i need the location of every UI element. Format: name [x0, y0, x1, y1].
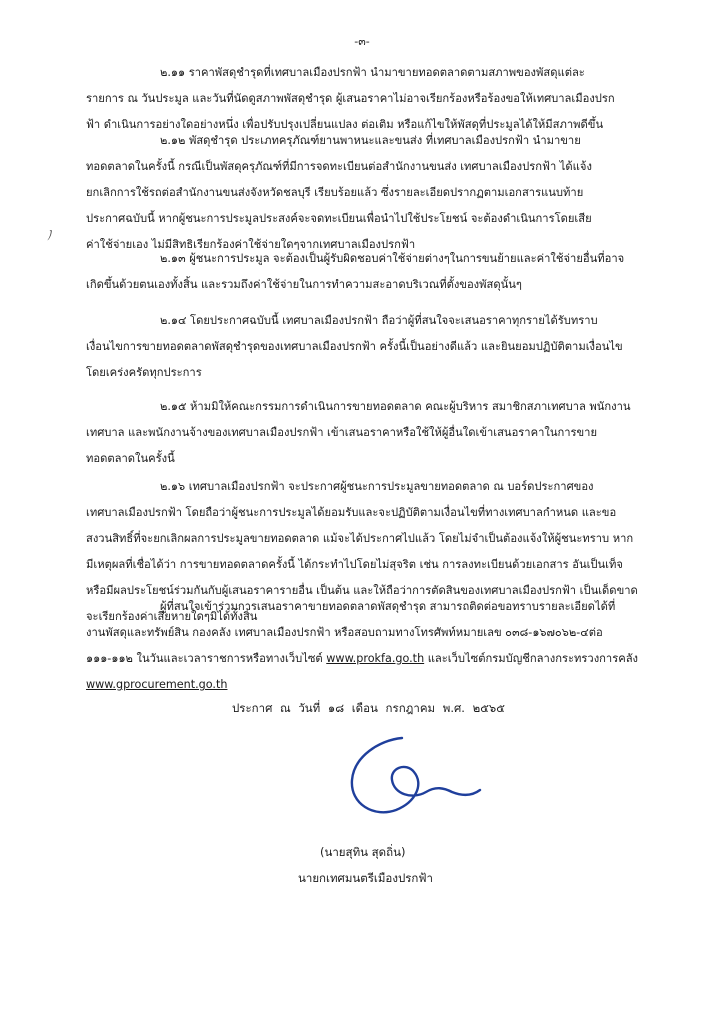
clause-2-15 — [86, 394, 674, 472]
clause-line: ๒.๑๓ ผู้ชนะการประมูล จะต้องเป็นผู้รับผิดชอบค่าใช้จ่ายต่างๆในการขนย้ายและค่าใช้จ่ายอื่นที่อาจ — [160, 252, 625, 265]
contact-line: งานพัสดุและทรัพย์สิน กองคลัง เทศบาลเมืองปรกฟ้า หรือสอบถามทางโทรศัพท์หมายเลข ๐๓๘-๑๖๗๐๖๒-๔ต่อ — [86, 626, 603, 639]
clause-line: ค่าใช้จ่ายเอง ไม่มีสิทธิเรียกร้องค่าใช้จ่ายใดๆจากเทศบาลเมืองปรกฟ้า — [86, 238, 416, 251]
clause-2-11 — [86, 60, 674, 138]
clause-2-14 — [86, 308, 674, 386]
signature-image — [340, 728, 490, 828]
margin-pen-mark: ノ — [42, 226, 59, 244]
clause-line: มีเหตุผลที่เชื่อได้ว่า การขายทอดตลาดครั้งนี้ ได้กระทำไปโดยไม่สุจริต เช่น การลงทะเบียนด้วยเอกสาร อันเป็นเท็จ — [86, 558, 623, 571]
prokfa-website-link[interactable]: www.prokfa.go.th — [326, 652, 425, 665]
contact-text: และเว็บไซต์กรมบัญชีกลางกระทรวงการคลัง — [424, 652, 639, 665]
contact-paragraph — [86, 594, 674, 698]
clause-line: ๒.๑๖ เทศบาลเมืองปรกฟ้า จะประกาศผู้ชนะการประมูลขายทอดตลาด ณ บอร์ดประกาศของ — [160, 480, 594, 493]
clause-line: เงื่อนไขการขายทอดตลาดพัสดุชำรุดของเทศบาลเมืองปรกฟ้า ครั้งนี้เป็นอย่างดีแล้ว และยินยอมปฏิบัติตามเงื่อนไข — [86, 340, 623, 353]
announce-date: ประกาศ ณ วันที่ ๑๘ เดือน กรกฎาคม พ.ศ. ๒๕๖๕ — [232, 701, 505, 715]
clause-2-12 — [86, 128, 674, 258]
clause-line: ๒.๑๕ ห้ามมิให้คณะกรรมการดำเนินการขายทอดตลาด คณะผู้บริหาร สมาชิกสภาเทศบาล พนักงาน — [160, 400, 631, 413]
clause-line: ทอดตลาดในครั้งนี้ — [86, 452, 175, 465]
contact-line-4 — [86, 672, 674, 698]
clause-2-13 — [86, 246, 674, 298]
contact-line: ผู้ที่สนใจเข้าร่วมการเสนอราคาขายทอดตลาดพัสดุชำรุด สามารถติดต่อขอทราบรายละเอียดได้ที่ — [160, 600, 616, 613]
signer-title: นายกเทศมนตรีเมืองปรกฟ้า — [298, 871, 433, 885]
clause-line: ฟ้า ดำเนินการอย่างใดอย่างหนึ่ง เพื่อปรับปรุงเปลี่ยนแปลง ต่อเติม หรือแก้ไขให้พัสดุที่ประมูลได้ให้มีสภาพดีขึ้น — [86, 118, 604, 131]
clause-line: โดยเคร่งครัดทุกประการ — [86, 366, 202, 379]
clause-line: เทศบาล และพนักงานจ้างของเทศบาลเมืองปรกฟ้า เข้าเสนอราคาหรือใช้ให้ผู้อื่นใดเข้าเสนอราคาในการขาย — [86, 426, 598, 439]
clause-line: ๒.๑๒ พัสดุชำรุด ประเภทครุภัณฑ์ยานพาหนะและขนส่ง ที่เทศบาลเมืองปรกฟ้า นำมาขาย — [160, 134, 581, 147]
clause-line: ๒.๑๔ โดยประกาศฉบับนี้ เทศบาลเมืองปรกฟ้า ถือว่าผู้ที่สนใจจะเสนอราคาทุกรายได้รับทราบ — [160, 314, 598, 327]
clause-line: ๒.๑๑ ราคาพัสดุชำรุดที่เทศบาลเมืองปรกฟ้า นำมาขายทอดตลาดตามสภาพของพัสดุแต่ละ — [160, 66, 585, 79]
gprocurement-website-link[interactable]: www.gprocurement.go.th — [86, 678, 228, 691]
clause-line: ประกาศฉบับนี้ หากผู้ชนะการประมูลประสงค์จะจดทะเบียนเพื่อนำไปใช้ประโยชน์ จะต้องดำเนินการโดยเสีย — [86, 212, 592, 225]
signer-name: (นายสุทิน สุดถิ่น) — [320, 845, 406, 859]
clause-line: หรือมีผลประโยชน์ร่วมกันกับผู้เสนอราคารายอื่น เป็นต้น และให้ถือว่าการตัดสินของเทศบาลเมืองปรกฟ้า เป็นเด็ดขาด — [86, 584, 638, 597]
contact-text: ๑๑๑-๑๑๒ ในวันและเวลาราชการหรือทางเว็บไซต์ — [86, 652, 327, 665]
clause-line: ทอดตลาดในครั้งนี้ กรณีเป็นพัสดุครุภัณฑ์ที่มีการจดทะเบียนต่อสำนักงานขนส่ง เทศบาลเมืองปรกฟ้า ได้แจ้ง — [86, 160, 592, 173]
clause-line: เกิดขึ้นด้วยตนเองทั้งสิ้น และรวมถึงค่าใช้จ่ายในการทำความสะอาดบริเวณที่ตั้งของพัสดุนั้นๆ — [86, 278, 522, 291]
clause-line: จะเรียกร้องค่าเสียหายใดๆมิได้ทั้งสิ้น — [86, 610, 258, 623]
clause-line: ยกเลิกการใช้รถต่อสำนักงานขนส่งจังหวัดชลบุรี เรียบร้อยแล้ว ซึ่งรายละเอียดปรากฏตามเอกสารแนบท้าย — [86, 186, 584, 199]
clause-line: รายการ ณ วันประมูล และวันที่นัดดูสภาพพัสดุชำรุด ผู้เสนอราคาไม่อาจเรียกร้องหรือร้องขอให้เทศบาลเมืองปรก — [86, 92, 615, 105]
clause-line: สงวนสิทธิ์ที่จะยกเลิกผลการประมูลขายทอดตลาด แม้จะได้ประกาศไปแล้ว โดยไม่จำเป็นต้องแจ้งให้ผู้ชนะทราบ หาก — [86, 532, 634, 545]
page-number: -๓- — [354, 35, 370, 48]
clause-line: เทศบาลเมืองปรกฟ้า โดยถือว่าผู้ชนะการประมูลได้ยอมรับและจะปฏิบัติตามเงื่อนไขที่ทางเทศบาลกำหนด และขอ — [86, 506, 617, 519]
contact-line-3 — [86, 646, 674, 672]
